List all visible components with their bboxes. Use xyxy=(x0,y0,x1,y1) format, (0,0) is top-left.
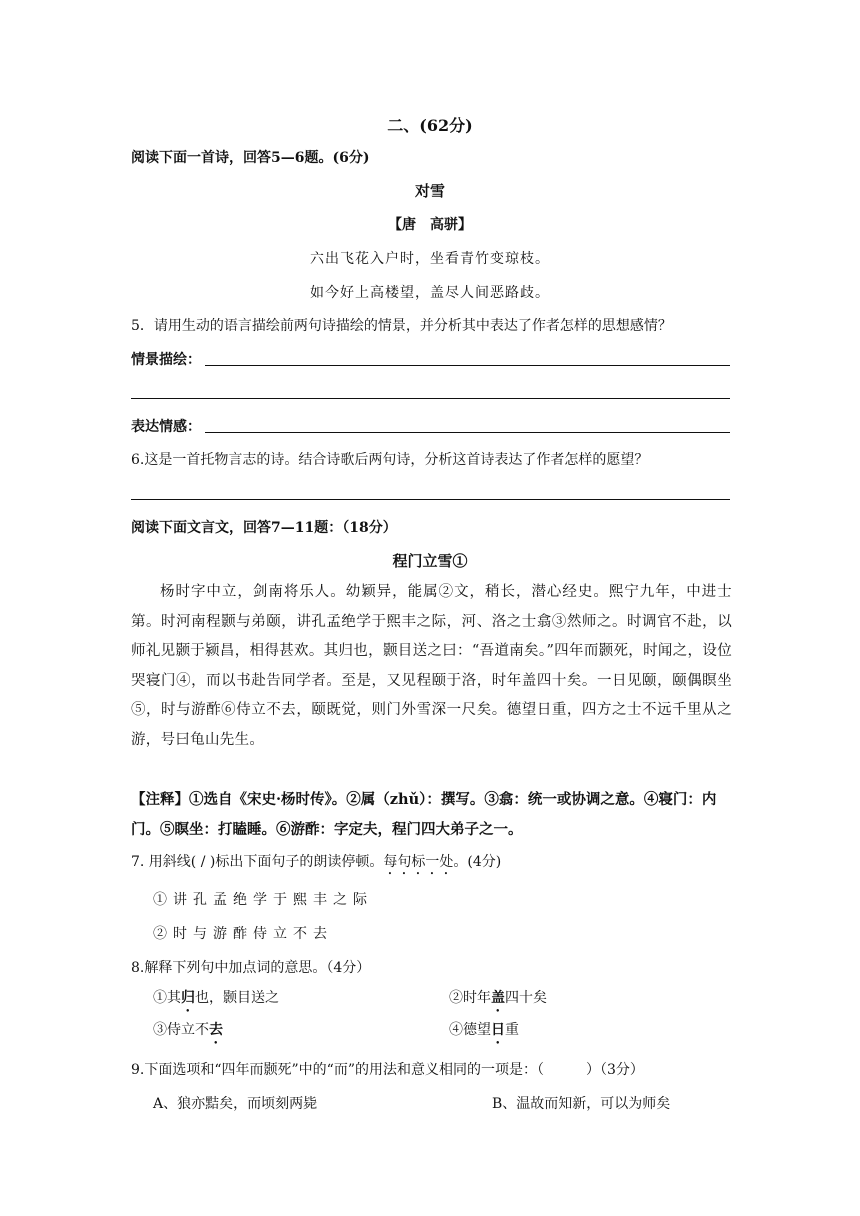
prose-body: 杨时字中立，剑南将乐人。幼颖异，能属②文，稍长，潜心经史。熙宁九年，中进士第。时河南程颢与弟颐，讲孔孟绝学于熙丰之际，河、洛之士翕③然师之。时调官不赴，以师礼见颢于颍昌，相得甚欢。其归也，颢目送之曰：“吾道南矣。”四年而颢死，时闻之，设位哭寝门④，而以书赴告同学者。至是，又见程颐于洛，时年盖四十矣。一日见颐，颐偶瞑坐⑤，时与游酢⑥侍立不去，颐既觉，则门外雪深一尺矣。德望日重，四方之士不远千里从之游，号曰龟山先生。 xyxy=(131,584,732,748)
section-title: 二、(62分) xyxy=(387,116,473,135)
question-8-item-1 xyxy=(153,987,279,1015)
item-4-pre: ④德望 xyxy=(449,1022,491,1038)
prose-instruction: 阅读下面文言文，回答7—11题：（18分） xyxy=(131,520,397,536)
question-8-item-4 xyxy=(449,1019,519,1047)
item-1-post: 也，颢目送之 xyxy=(195,990,279,1006)
item-1-pre: ①其 xyxy=(153,990,181,1006)
prose-title: 程门立雪① xyxy=(392,552,468,570)
item-4-dotted-word: 日 xyxy=(491,1022,505,1038)
question-7-prompt-dotted: 每句标一处 xyxy=(383,854,454,870)
question-6-answer-line[interactable] xyxy=(131,499,730,500)
question-9-option-b[interactable]: B、温故而知新，可以为师矣 xyxy=(492,1096,671,1112)
question-9-option-a[interactable]: A、狼亦黠矣，而顷刻两毙 xyxy=(153,1096,318,1112)
question-5-prompt: 5．请用生动的语言描绘前两句诗描绘的情景，并分析其中表达了作者怎样的思想感情？ xyxy=(131,318,672,334)
question-9-prompt: 9.下面选项和“四年而颢死”中的“而”的用法和意义相同的一项是：（ ）（3分） xyxy=(131,1062,644,1078)
emotion-answer-line[interactable] xyxy=(205,432,730,433)
poem-line-2: 如今好上高楼望，盖尽人间恶路歧。 xyxy=(310,285,550,301)
scene-answer-line-2[interactable] xyxy=(131,398,730,399)
question-7-prompt xyxy=(131,851,501,878)
emotion-label: 表达情感： xyxy=(131,419,201,435)
question-7-sentence-1[interactable]: ①讲孔孟绝学于熙丰之际 xyxy=(153,892,373,908)
prose-notes: 【注释】①选自《宋史·杨时传》。②属（zhǔ）：撰写。③翕：统一或协调之意。④寝门：内门。⑤瞑坐：打瞌睡。⑥游酢：字定夫，程门四大弟子之一。 xyxy=(131,791,717,838)
question-8-item-3 xyxy=(153,1019,223,1047)
scene-label: 情景描绘： xyxy=(131,352,201,368)
poem-instruction: 阅读下面一首诗，回答5—6题。(6分) xyxy=(131,150,370,166)
item-1-dotted-word: 归 xyxy=(181,990,195,1006)
poem-title: 对雪 xyxy=(414,182,445,200)
question-8-item-2 xyxy=(449,987,547,1015)
item-3-pre: ③侍立不 xyxy=(153,1022,209,1038)
poem-author: 【唐 高骈】 xyxy=(388,217,472,233)
item-2-dotted-word: 盖 xyxy=(491,990,505,1006)
question-7-prompt-a: 7. 用斜线( / )标出下面句子的朗读停顿。 xyxy=(131,854,384,870)
scene-answer-line[interactable] xyxy=(205,365,730,366)
poem-line-1: 六出飞花入户时，坐看青竹变琼枝。 xyxy=(310,251,550,267)
question-7-sentence-2[interactable]: ②时与游酢侍立不去 xyxy=(153,926,333,942)
question-7-prompt-b: 。(4分) xyxy=(453,854,502,870)
item-2-post: 四十矣 xyxy=(505,990,547,1006)
item-4-post: 重 xyxy=(505,1022,519,1038)
item-2-pre: ②时年 xyxy=(449,990,491,1006)
question-8-prompt: 8.解释下列句中加点词的意思。（4分） xyxy=(131,960,371,976)
item-3-dotted-word: 去 xyxy=(209,1022,223,1038)
question-6-prompt: 6.这是一首托物言志的诗。结合诗歌后两句诗，分析这首诗表达了作者怎样的愿望？ xyxy=(131,452,649,468)
